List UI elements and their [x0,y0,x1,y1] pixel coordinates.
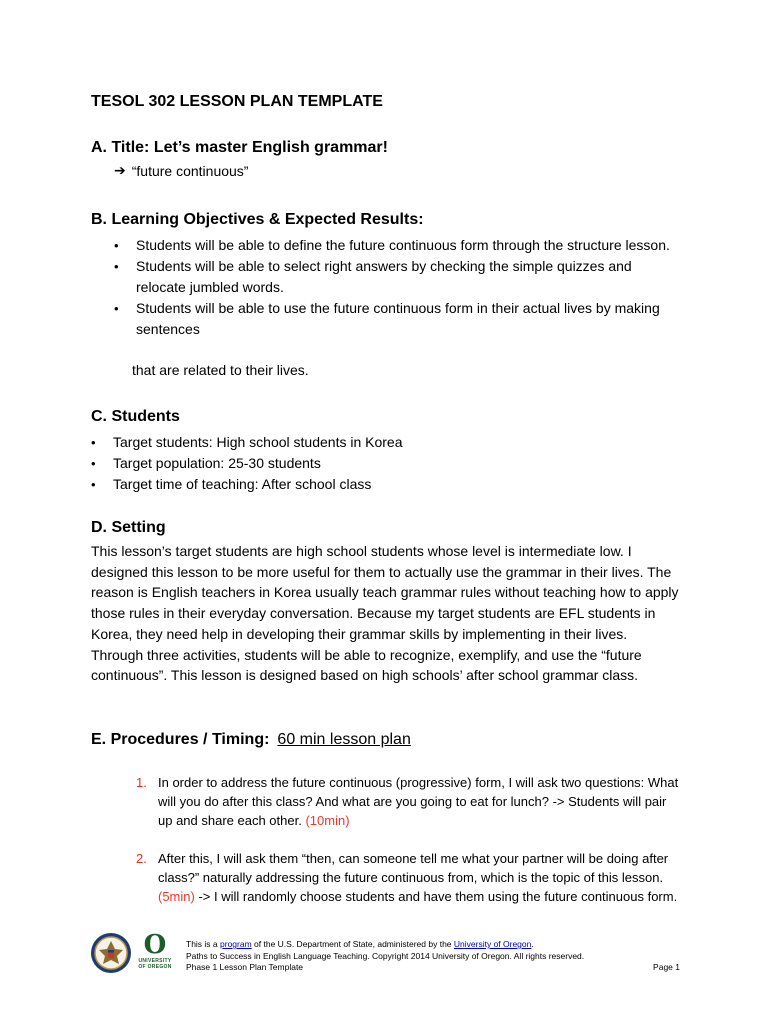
section-e-heading [91,731,411,749]
step-time: (5min) [158,889,195,904]
section-b-heading: B. Learning Objectives & Expected Results: [91,211,424,228]
step-number: 2. [136,851,147,866]
bullet-icon: • [114,301,119,316]
list-item: • Target time of teaching: After school class [91,474,651,495]
step-time: (10min) [305,813,350,828]
list-item: • Students will be able to define the future continuous form through the structure lesson. [114,235,674,256]
step-text-continued: -> I will randomly choose students and have them using the future continuous form. [194,889,678,904]
objectives-list [114,235,674,340]
footer-line-2: Paths to Success in English Language Teaching. Copyright 2014 University of Oregon. All rights reserved. [186,950,585,961]
setting-paragraph: This lesson’s target students are high school students whose level is intermediate low. I designed this lesson to be more useful for them to actually use the grammar in their lives. The reason is English teachers in Korea usually teach grammar rules without teaching how to apply those rules in their everyday conversation. Because my target students are EFL students in Korea, they need help in developing their grammar skills by implementing in their lives. Through three activities, students will be able to recognize, exemplify, and use the “future continuous”. This lesson is designed based on high schools’ after school grammar class. [91,543,679,684]
right-arrow-icon: ➔ [114,162,126,178]
footer-text [186,939,668,974]
step-text: After this, I will ask them “then, can someone tell me what your partner will be doing after class?” naturally addressing the future continuous from, which is the topic of this lesson. [158,851,669,885]
step-number: 1. [136,775,147,790]
section-e-heading-label: E. Procedures / Timing: [91,731,270,748]
procedure-steps [136,773,681,925]
list-item: • Target students: High school students in Korea [91,432,651,453]
section-c-heading: C. Students [91,408,180,425]
students-list [91,432,651,495]
footer-line-3: Phase 1 Lesson Plan Template [186,962,304,972]
footer-line-1: This is a program of the U.S. Department of State, administered by the University of Oregon. [186,939,534,949]
bullet-icon: • [91,456,96,471]
section-a-heading: A. Title: Let’s master English grammar! [91,139,388,156]
list-item: • Students will be able to select right answers by checking the simple quizzes and relocate jumbled words. [114,258,632,295]
procedure-step [136,849,681,906]
section-a-subtitle: “future continuous” [131,162,249,179]
program-link[interactable]: program [220,939,252,949]
us-department-of-state-seal-icon [90,932,132,974]
section-d-heading: D. Setting [91,519,166,536]
step-text: In order to address the future continuous (progressive) form, I will ask two questions: What will you do after this class? And what are you going to eat for lunch? -> Students will pair up and share each other. [158,775,679,828]
list-item: • Students will be able to use the future continuous form in their actual lives by making sentences [114,300,660,337]
university-of-oregon-logo-icon: O UNIVERSITY OF OREGON [138,930,172,970]
bullet-icon: • [91,477,96,492]
objectives-tail: that are related to their lives. [132,362,309,378]
page-number: Page 1 [653,962,680,972]
bullet-icon: • [91,435,96,450]
page-footer [90,930,680,986]
section-a-subtitle-row [114,162,248,179]
bullet-icon: • [114,259,119,274]
list-item: • Target population: 25-30 students [91,453,651,474]
procedure-step [136,773,681,830]
bullet-icon: • [114,238,119,253]
document-title: TESOL 302 LESSON PLAN TEMPLATE [91,93,383,110]
section-e-heading-underlined: 60 min lesson plan [277,731,411,748]
university-of-oregon-link[interactable]: University of Oregon [453,939,532,949]
